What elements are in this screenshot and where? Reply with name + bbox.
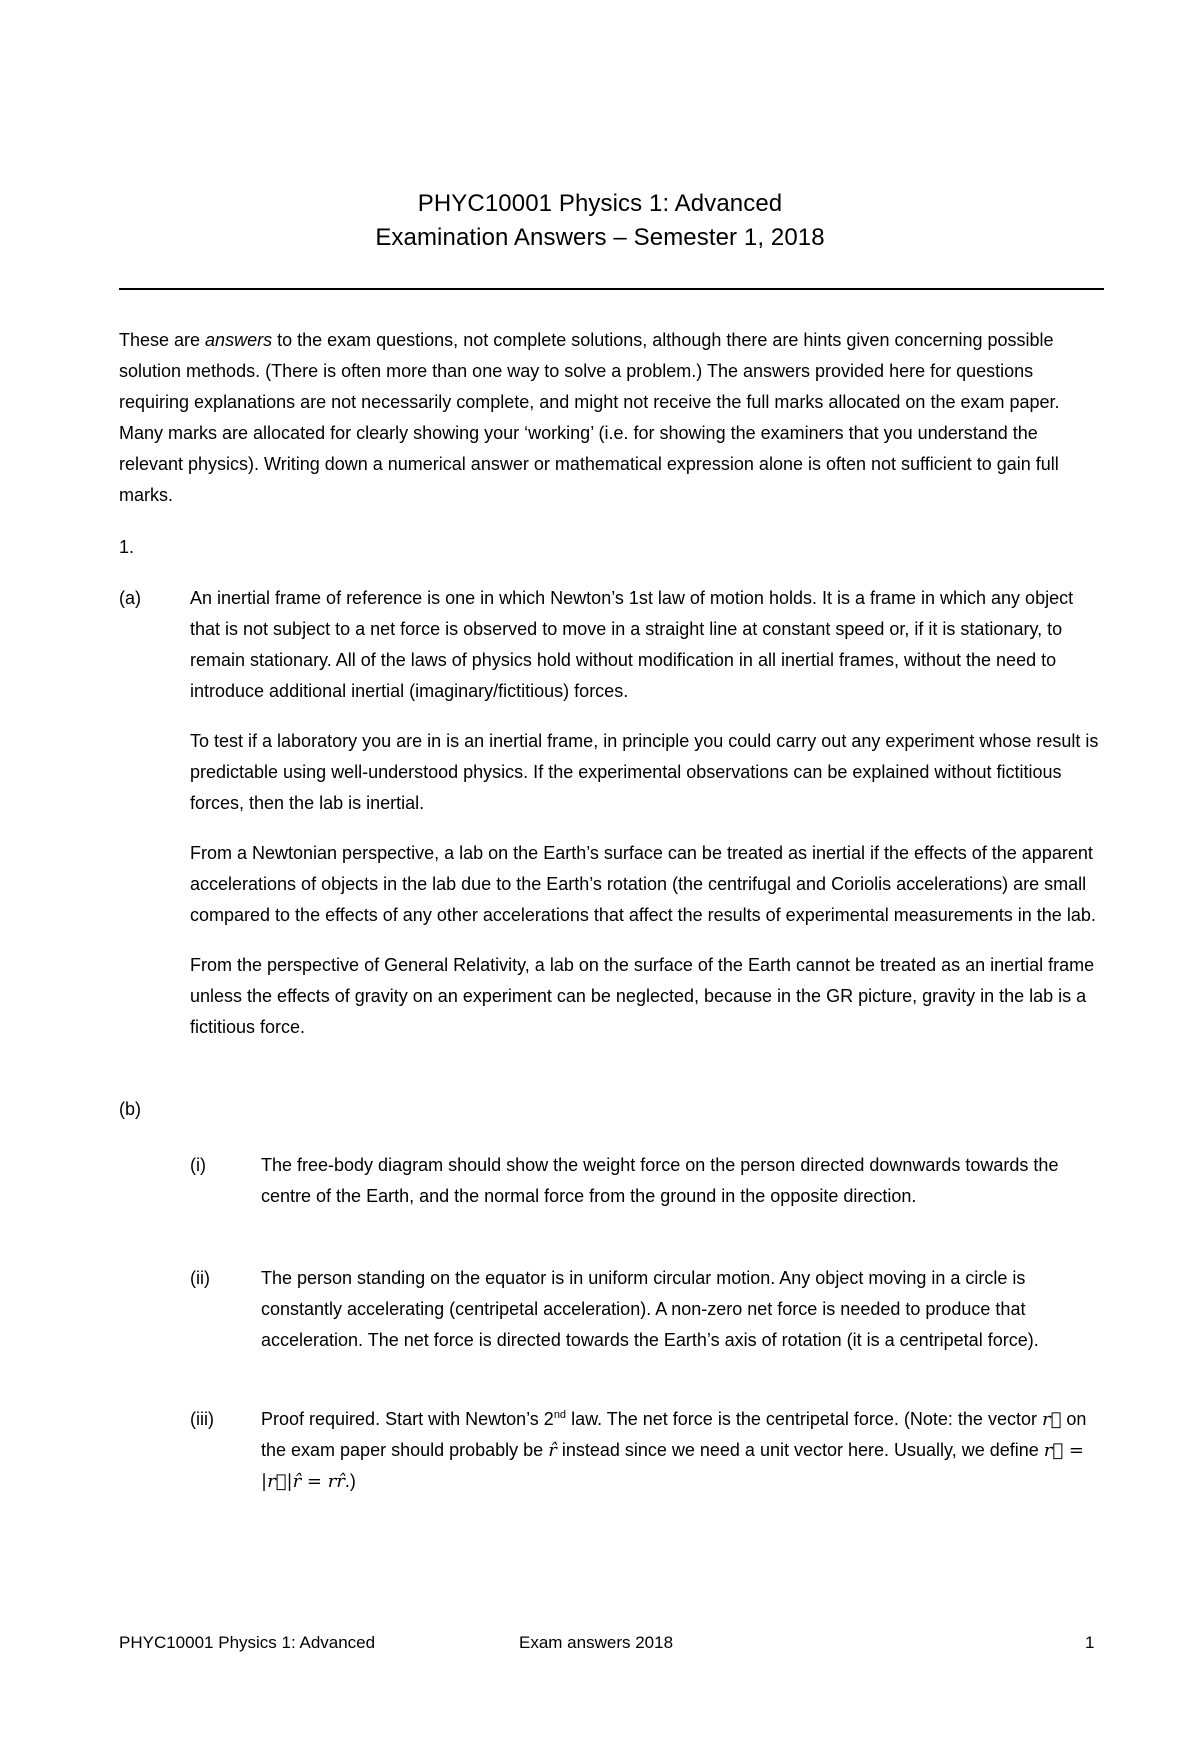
part-a-paragraph: From a Newtonian perspective, a lab on the Earth’s surface can be treated as inertial if the effects of the apparent accelerations of objects in the lab due to the Earth’s rotation (the centrifugal and Coriolis accelerations) are small compared to the effects of any other accelerations that affect the results of experimental measurements in the lab. (190, 843, 1096, 925)
part-b-iii-label: (iii) (190, 1409, 214, 1429)
vector-definition-equation: r = |r|r̂ = rr̂ (261, 1440, 1084, 1492)
part-a-answer (190, 583, 1104, 1062)
page-number: 1 (1085, 1633, 1095, 1652)
intro-text-rest: to the exam questions, not complete solutions, although there are hints given concerning possible solution methods. (There is often more than one way to solve a problem.) The answers provided here for questions requiring explanations are not necessarily complete, and might not receive the full marks allocated on the exam paper. Many marks are allocated for clearly showing your ‘working’ (i.e. for showing the examiners that you understand the relevant physics). Writing down a numerical answer or mathematical expression alone is often not sufficient to gain full marks. (119, 330, 1060, 505)
part-a-paragraph: An inertial frame of reference is one in which Newton’s 1st law of motion holds. It is a frame in which any object that is not subject to a net force is observed to move in a straight line at constant speed or, if it is stationary, to remain stationary. All of the laws of physics hold without modification in all inertial frames, without the need to introduce additional inertial (imaginary/fictitious) forces. (190, 588, 1074, 701)
part-b-ii-answer: The person standing on the equator is in uniform circular motion. Any object moving in a circle is constantly accelerating (centripetal acceleration). A non-zero net force is needed to produce that acceleration. The net force is directed towards the Earth’s axis of rotation (it is a centripetal force). (261, 1268, 1039, 1350)
intro-paragraph (119, 325, 1104, 511)
answer-text: .) (344, 1471, 356, 1491)
document-title: PHYC10001 Physics 1: Advanced (417, 190, 783, 217)
answer-text: instead since we need a unit vector here. Usually, we define (556, 1440, 1044, 1460)
unit-vector-symbol: r̂ (548, 1440, 557, 1461)
title-divider (119, 288, 1104, 290)
answer-text: on the exam paper should probably be (261, 1409, 1087, 1460)
footer-title: Exam answers 2018 (519, 1633, 674, 1652)
part-a-paragraph: From the perspective of General Relativity, a lab on the surface of the Earth cannot be treated as an inertial frame unless the effects of gravity on an experiment can be neglected, because in the GR picture, gravity in the lab is a fictitious force. (190, 955, 1095, 1037)
question-number: 1. (119, 537, 135, 557)
part-b-i-answer: The free-body diagram should show the weight force on the person directed downwards towards the centre of the Earth, and the normal force from the ground in the opposite direction. (261, 1155, 1059, 1206)
vector-r-symbol: r (1041, 1409, 1062, 1430)
part-b-ii-label: (ii) (190, 1268, 210, 1288)
part-b-label: (b) (119, 1099, 141, 1119)
answer-text: law. The net force is the centripetal force. (Note: the vector (566, 1409, 1042, 1429)
part-a-label: (a) (119, 588, 141, 608)
intro-text-start: These are (119, 330, 206, 350)
footer-course: PHYC10001 Physics 1: Advanced (119, 1633, 376, 1652)
part-b-i-label: (i) (190, 1155, 206, 1175)
ordinal-superscript: nd (553, 1409, 567, 1421)
intro-emphasis: answers (205, 330, 273, 350)
document-subtitle: Examination Answers – Semester 1, 2018 (375, 224, 825, 251)
part-a-paragraph: To test if a laboratory you are in is an inertial frame, in principle you could carry out any experiment whose result is predictable using well-understood physics. If the experimental observations can be explained without fictitious forces, then the lab is inertial. (190, 731, 1099, 813)
part-b-iii-answer (261, 1404, 1104, 1497)
answer-text: Proof required. Start with Newton’s 2 (261, 1409, 554, 1429)
